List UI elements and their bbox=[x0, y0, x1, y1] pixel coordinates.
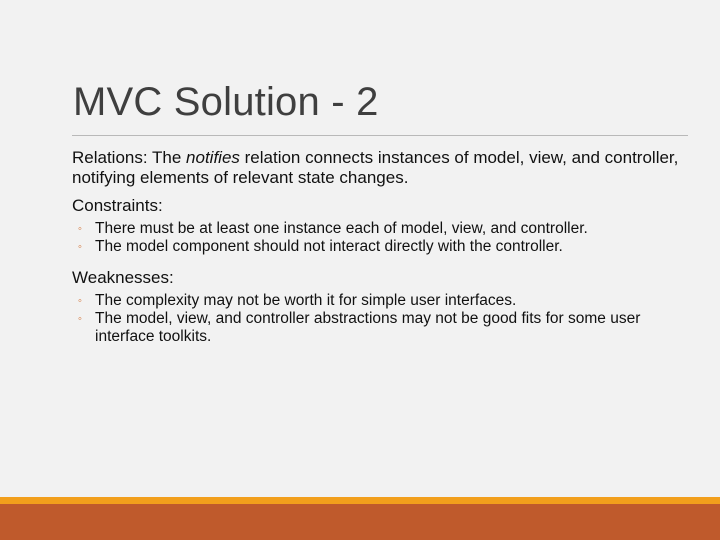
footer-accent-stripe bbox=[0, 497, 720, 504]
title-divider bbox=[72, 135, 688, 136]
bullet-icon: ◦ bbox=[78, 295, 82, 307]
weakness-item-text: The complexity may not be worth it for simple user interfaces. bbox=[95, 292, 517, 309]
weakness-item-text: The model, view, and controller abstractions may not be good fits for some user interface toolkits. bbox=[95, 310, 641, 345]
slide-title: MVC Solution - 2 bbox=[73, 80, 379, 124]
constraints-list bbox=[72, 220, 682, 256]
bullet-icon: ◦ bbox=[78, 223, 82, 235]
bullet-icon: ◦ bbox=[78, 241, 82, 253]
weakness-item bbox=[78, 292, 682, 310]
weaknesses-label: Weaknesses: bbox=[72, 268, 174, 287]
relations-prefix: Relations: The bbox=[72, 148, 187, 167]
weaknesses-list bbox=[72, 292, 682, 346]
bullet-icon: ◦ bbox=[78, 313, 82, 325]
relations-paragraph bbox=[72, 148, 682, 188]
relations-suffix: relation connects instances of model, view, and controller, notifying elements of relevant state changes. bbox=[72, 148, 679, 187]
slide-content bbox=[72, 148, 682, 358]
constraint-item bbox=[78, 238, 682, 256]
constraint-item-text: The model component should not interact directly with the controller. bbox=[95, 238, 563, 255]
relations-emphasis: notifies bbox=[186, 148, 240, 167]
constraints-label: Constraints: bbox=[72, 196, 163, 215]
constraint-item-text: There must be at least one instance each of model, view, and controller. bbox=[95, 220, 588, 237]
weakness-item bbox=[78, 310, 682, 346]
footer-band bbox=[0, 504, 720, 540]
constraint-item bbox=[78, 220, 682, 238]
